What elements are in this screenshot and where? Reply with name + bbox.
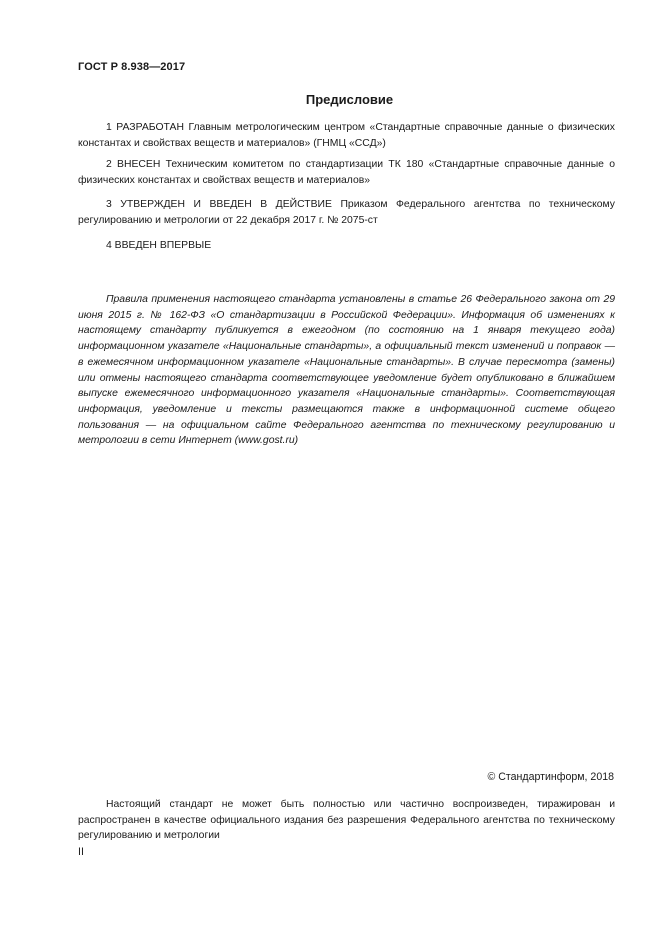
foreword-item-3: 3 УТВЕРЖДЕН И ВВЕДЕН В ДЕЙСТВИЕ Приказом Федерального агентства по техническому регулированию и метрологии от 22 декабря 2017 г. № 2075-ст [78, 199, 615, 226]
copyright-text: © Стандартинформ, 2018 [487, 771, 614, 783]
application-rules-notice: Правила применения настоящего стандарта установлены в статье 26 Федерального закона от 29 июня 2015 г. № 162-ФЗ «О стандартизации в Российской Федерации». Информация об изменениях к настоящему стандарту публикуется в ежегодном (по состоянию на 1 января текущего года) информационном указателе «Национальные стандарты», а официальный текст изменений и поправок — в ежемесячном информационном указателе «Национальные стандарты». В случае пересмотра (замены) или отмены настоящего стандарта соответствующее уведомление будет опубликовано в ближайшем выпуске ежемесячного информационного указателя «Национальные стандарты». Соответствующая информация, уведомление и тексты размещаются также в информационной системе общего пользования — на официальном сайте Федерального агентства по техническому регулированию и метрологии в сети Интернет (www.gost.ru) [78, 294, 615, 447]
foreword-item-2: 2 ВНЕСЕН Техническим комитетом по стандартизации ТК 180 «Стандартные справочные данные о физических константах и свойствах веществ и материалов» [78, 159, 615, 186]
reprint-notice: Настоящий стандарт не может быть полностью или частично воспроизведен, тиражирован и распространен в качестве официального издания без разрешения Федерального агентства по техническому регулированию и метрологии [78, 799, 615, 841]
foreword-item-1: 1 РАЗРАБОТАН Главным метрологическим центром «Стандартные справочные данные о физических константах и свойствах веществ и материалов» (ГНМЦ «ССД») [78, 122, 615, 149]
foreword-title: Предисловие [305, 92, 394, 107]
document-code: ГОСТ Р 8.938—2017 [78, 61, 186, 73]
page-number: II [78, 846, 84, 858]
foreword-item-4: 4 ВВЕДЕН ВПЕРВЫЕ [106, 240, 212, 251]
